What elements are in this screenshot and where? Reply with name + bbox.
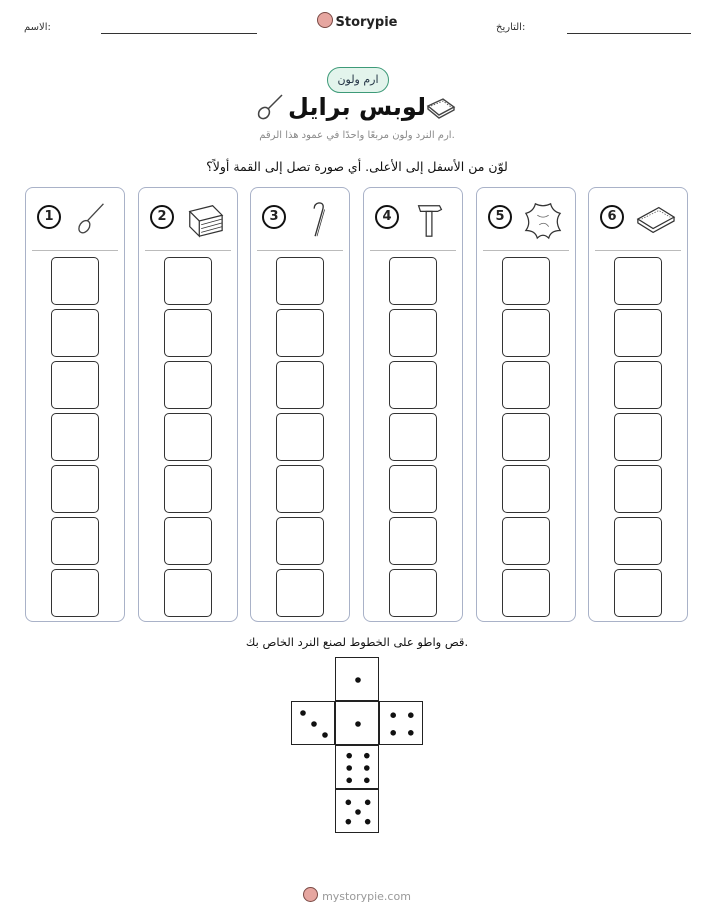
dice-face [335,789,379,833]
column-number: 1 [37,205,61,229]
footer-url: mystorypie.com [322,890,411,903]
name-line [101,33,257,34]
color-square[interactable] [502,309,550,357]
pip [365,819,371,825]
color-square[interactable] [164,309,212,357]
pip [322,732,328,738]
pip [346,819,352,825]
color-square[interactable] [614,309,662,357]
color-square[interactable] [51,309,99,357]
pip [408,730,414,736]
column-5 [476,187,576,622]
bear-icon [303,887,318,902]
pip [390,730,396,736]
color-square[interactable] [614,517,662,565]
color-square[interactable] [614,361,662,409]
column-divider [145,250,231,251]
color-square[interactable] [614,569,662,617]
color-square[interactable] [389,517,437,565]
hammer-icon [406,200,454,240]
question: لوّن من الأسفل إلى الأعلى. أي صورة تصل إلى القمة أولاً؟ [206,159,508,174]
color-square[interactable] [51,517,99,565]
column-number: 4 [375,205,399,229]
date-line [567,33,691,34]
awl-icon [68,200,116,240]
pip [365,800,371,806]
color-square[interactable] [276,361,324,409]
column-divider [257,250,343,251]
column-4 [363,187,463,622]
color-square[interactable] [502,569,550,617]
date-label: التاريخ: [496,22,526,33]
color-square[interactable] [276,413,324,461]
pip [346,753,352,759]
dice-face [379,701,423,745]
color-square[interactable] [164,413,212,461]
name-label: الاسم: [24,22,51,33]
color-square[interactable] [389,465,437,513]
leather-hide-icon [519,200,567,240]
pip [346,765,352,771]
dice-face [335,657,379,701]
pip [300,710,306,716]
color-square[interactable] [502,517,550,565]
page-title: لوبس برايل [288,93,426,121]
dice-face [335,701,379,745]
pip [355,721,361,727]
pip [364,753,370,759]
leather-piece-icon [631,200,679,240]
color-square[interactable] [51,361,99,409]
color-square[interactable] [389,361,437,409]
color-square[interactable] [502,257,550,305]
color-square[interactable] [614,413,662,461]
column-3 [250,187,350,622]
pip [390,712,396,718]
footer [0,887,714,903]
color-square[interactable] [51,257,99,305]
column-number: 5 [488,205,512,229]
color-square[interactable] [276,465,324,513]
brand-name: Storypie [335,15,398,30]
color-square[interactable] [502,413,550,461]
column-divider [370,250,456,251]
color-square[interactable] [51,465,99,513]
color-square[interactable] [164,517,212,565]
dice-face [291,701,335,745]
column-number: 2 [150,205,174,229]
pip [364,765,370,771]
pip [355,677,361,683]
leather-piece-icon [425,96,457,120]
color-square[interactable] [51,569,99,617]
color-square[interactable] [502,465,550,513]
color-square[interactable] [164,257,212,305]
cut-instruction: قص واطو على الخطوط لصنع النرد الخاص بك. [245,635,469,649]
bear-icon [317,12,333,28]
color-square[interactable] [502,361,550,409]
pip [311,721,317,727]
column-6 [588,187,688,622]
pip [346,778,352,784]
color-square[interactable] [276,517,324,565]
color-square[interactable] [614,257,662,305]
color-square[interactable] [276,309,324,357]
column-number: 6 [600,205,624,229]
color-square[interactable] [51,413,99,461]
color-square[interactable] [614,465,662,513]
pip [355,809,361,815]
cane-icon [293,200,341,240]
brand-logo [0,12,714,30]
pip [364,778,370,784]
color-square[interactable] [389,309,437,357]
book-icon [181,200,229,240]
color-square[interactable] [389,257,437,305]
column-1 [25,187,125,622]
column-divider [483,250,569,251]
pip [346,800,352,806]
dice-face [335,745,379,789]
color-square[interactable] [164,465,212,513]
color-square[interactable] [276,257,324,305]
column-divider [32,250,118,251]
activity-badge: ارم ولون [327,67,389,93]
color-square[interactable] [389,569,437,617]
pip [408,712,414,718]
column-divider [595,250,681,251]
color-square[interactable] [164,569,212,617]
color-square[interactable] [164,361,212,409]
column-2 [138,187,238,622]
color-square[interactable] [389,413,437,461]
instructions: ارم النرد ولون مربعًا واحدًا في عمود هذا الرقم. [259,130,455,141]
column-number: 3 [262,205,286,229]
color-square[interactable] [276,569,324,617]
